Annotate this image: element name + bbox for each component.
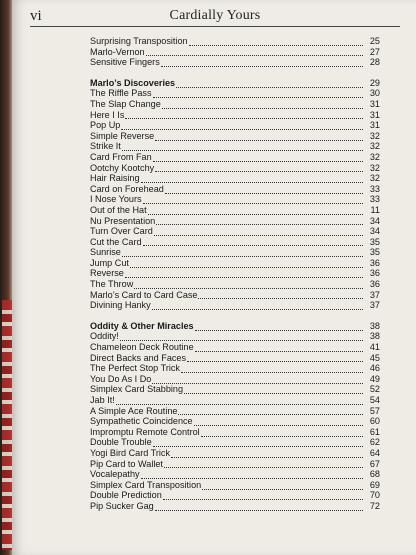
page-ref: 37 — [369, 300, 380, 311]
dot-leader — [141, 470, 363, 479]
dot-leader — [122, 248, 363, 257]
dot-leader — [125, 269, 363, 278]
entry-title: Pip Card to Wallet — [90, 458, 163, 469]
dot-leader — [162, 100, 363, 109]
dot-leader — [198, 290, 363, 299]
entry-title: Chameleon Deck Routine — [90, 342, 194, 353]
toc-entry — [90, 395, 380, 406]
book-page — [12, 0, 416, 555]
page-ref: 52 — [369, 384, 380, 395]
toc-entry — [90, 47, 380, 58]
page-ref: 32 — [369, 162, 380, 173]
toc-entry — [90, 163, 380, 174]
entry-title: Nu Presentation — [90, 215, 156, 226]
entry-title: Hair Raising — [90, 173, 140, 184]
toc-entry — [90, 173, 380, 184]
page-ref: 31 — [369, 98, 380, 109]
page-ref: 25 — [369, 36, 380, 46]
toc-entry — [90, 469, 380, 480]
page-ref: 30 — [369, 88, 380, 99]
page-ref: 54 — [369, 395, 380, 405]
page-ref: 11 — [370, 204, 380, 215]
toc-entry — [90, 490, 380, 501]
entry-title: The Throw — [90, 279, 134, 290]
entry-title: Jab It! — [90, 395, 115, 405]
dot-leader — [141, 174, 363, 183]
dot-leader — [165, 185, 363, 194]
page-ref: 68 — [369, 469, 380, 480]
dot-leader — [130, 259, 363, 268]
dot-leader — [121, 121, 363, 130]
toc-entry — [90, 205, 380, 216]
book-title: Cardially Yours — [169, 8, 261, 23]
page-ref: 35 — [369, 247, 380, 258]
page-ref: 31 — [369, 120, 380, 131]
toc-entry — [90, 194, 380, 205]
page-ref: 38 — [369, 320, 380, 331]
page-ref: 28 — [369, 57, 380, 68]
page-ref: 49 — [369, 373, 380, 384]
dot-leader — [148, 206, 363, 215]
dot-leader — [176, 79, 363, 88]
dot-leader — [146, 47, 363, 56]
entry-title: Simplex Card Stabbing — [90, 384, 184, 395]
dot-leader — [154, 227, 363, 236]
toc-entry — [90, 374, 380, 385]
dot-leader — [202, 481, 363, 490]
toc-entry — [90, 416, 380, 427]
entry-title: The Slap Change — [90, 98, 161, 109]
entry-title: The Perfect Stop Trick — [90, 363, 180, 374]
entry-title: Surprising Transposition — [90, 36, 188, 46]
page-ref: 69 — [369, 479, 380, 490]
dot-leader — [161, 58, 363, 67]
page-ref: 37 — [369, 289, 380, 300]
entry-title: Simple Reverse — [90, 130, 155, 141]
toc-entry — [90, 88, 380, 99]
toc-entry — [90, 427, 380, 438]
dot-leader — [116, 396, 363, 405]
toc-entry — [90, 268, 380, 279]
entry-title: Direct Backs and Faces — [90, 352, 187, 363]
page-ref: 33 — [369, 194, 380, 205]
entry-title: Card on Forehead — [90, 183, 164, 194]
dot-leader — [155, 132, 363, 141]
running-header — [30, 8, 400, 27]
section-title: Oddity & Other Miracles — [90, 320, 194, 331]
dot-leader — [143, 237, 363, 246]
dot-leader — [201, 428, 363, 437]
page-ref: 29 — [369, 77, 380, 88]
entry-title: I Nose Yours — [90, 194, 142, 205]
toc-entry — [90, 110, 380, 121]
toc-entry — [90, 331, 380, 342]
page-ref: 36 — [369, 257, 380, 268]
dot-leader — [120, 332, 363, 341]
toc-entry — [90, 120, 380, 131]
toc-entry — [90, 437, 380, 448]
toc-entry — [90, 216, 380, 227]
entry-title: Ootchy Kootchy — [90, 162, 155, 173]
table-of-contents — [90, 36, 380, 512]
dot-leader — [125, 110, 363, 119]
entry-title: Divining Hanky — [90, 300, 151, 311]
page-ref: 64 — [369, 447, 380, 458]
toc-entry — [90, 141, 380, 152]
entry-title: Turn Over Card — [90, 226, 153, 237]
page-ref: 62 — [369, 437, 380, 448]
dot-leader — [178, 406, 363, 415]
page-ref: 61 — [369, 426, 380, 437]
entry-title: Double Prediction — [90, 490, 162, 501]
entry-title: A Simple Ace Routine — [90, 405, 178, 416]
toc-entry — [90, 131, 380, 142]
entry-title: Marlo-Vernon — [90, 46, 145, 57]
entry-title: Strike It — [90, 141, 121, 152]
toc-entry — [90, 363, 380, 374]
section-title: Marlo’s Discoveries — [90, 77, 176, 88]
page-ref: 67 — [369, 458, 380, 469]
toc-section-heading — [90, 321, 380, 332]
toc-entry — [90, 342, 380, 353]
dot-leader — [153, 438, 363, 447]
entry-title: The Riffle Pass — [90, 88, 152, 99]
dot-leader — [184, 385, 363, 394]
page-ref: 60 — [369, 416, 380, 427]
page-ref: 34 — [369, 226, 380, 237]
page-ref: 34 — [369, 215, 380, 226]
page-ref: 38 — [369, 331, 380, 342]
dot-leader — [152, 301, 363, 310]
page-ref: 36 — [369, 268, 380, 279]
dot-leader — [171, 449, 363, 458]
toc-entry — [90, 353, 380, 364]
toc-entry — [90, 57, 380, 68]
entry-title: Reverse — [90, 268, 124, 279]
toc-entry — [90, 406, 380, 417]
entry-title: Marlo’s Card to Card Case — [90, 289, 198, 300]
entry-title: Double Trouble — [90, 437, 152, 448]
dot-leader — [153, 153, 363, 162]
page-ref: 57 — [369, 405, 380, 416]
entry-title: Out of the Hat — [90, 204, 147, 215]
page-ref: 41 — [369, 342, 380, 353]
dot-leader — [189, 37, 363, 46]
entry-title: Jump Cut — [90, 257, 129, 268]
entry-title: Simplex Card Transposition — [90, 479, 202, 490]
toc-entry — [90, 501, 380, 512]
page-number: vi — [30, 8, 42, 24]
toc-entry — [90, 300, 380, 311]
page-ref: 36 — [369, 279, 380, 290]
dot-leader — [153, 89, 364, 98]
entry-title: Impromptu Remote Control — [90, 426, 200, 437]
page-ref: 46 — [369, 363, 380, 374]
toc-entry — [90, 247, 380, 258]
toc-entry — [90, 459, 380, 470]
page-ref: 72 — [369, 500, 380, 511]
dot-leader — [122, 142, 363, 151]
toc-entry — [90, 237, 380, 248]
dot-leader — [155, 163, 363, 172]
entry-title: You Do As I Do — [90, 373, 152, 384]
toc-entry — [90, 384, 380, 395]
toc-entry — [90, 36, 380, 47]
page-ref: 45 — [369, 352, 380, 363]
entry-title: Card From Fan — [90, 151, 152, 162]
toc-entry — [90, 99, 380, 110]
dot-leader — [155, 502, 363, 511]
dot-leader — [164, 459, 363, 468]
page-ref: 32 — [369, 130, 380, 141]
entry-title: Oddity! — [90, 331, 119, 342]
toc-entry — [90, 279, 380, 290]
entry-title: Pip Sucker Gag — [90, 500, 154, 511]
entry-title: Vocalepathy — [90, 469, 140, 480]
entry-title: Sensitive Fingers — [90, 57, 160, 68]
bookmark-tabs — [2, 300, 12, 550]
dot-leader — [156, 216, 363, 225]
entry-title: Sympathetic Coincidence — [90, 416, 193, 427]
entry-title: Here I Is — [90, 109, 125, 120]
toc-entry — [90, 184, 380, 195]
dot-leader — [134, 280, 363, 289]
page-ref: 32 — [369, 151, 380, 162]
dot-leader — [195, 322, 363, 331]
page-ref: 31 — [369, 109, 380, 120]
toc-entry — [90, 152, 380, 163]
dot-leader — [152, 375, 363, 384]
dot-leader — [187, 353, 363, 362]
page-ref: 32 — [369, 173, 380, 184]
toc-entry — [90, 258, 380, 269]
dot-leader — [194, 417, 363, 426]
toc-entry — [90, 448, 380, 459]
page-ref: 27 — [369, 46, 380, 57]
entry-title: Sunrise — [90, 247, 121, 258]
dot-leader — [195, 343, 363, 352]
dot-leader — [163, 491, 363, 500]
page-ref: 32 — [369, 141, 380, 152]
toc-section-heading — [90, 78, 380, 89]
page-ref: 35 — [369, 236, 380, 247]
toc-entry — [90, 290, 380, 301]
entry-title: Yogi Bird Card Trick — [90, 447, 171, 458]
section-gap — [90, 68, 380, 78]
dot-leader — [143, 195, 363, 204]
page-ref: 33 — [369, 183, 380, 194]
toc-entry — [90, 480, 380, 491]
toc-entry — [90, 226, 380, 237]
entry-title: Pop Up — [90, 120, 121, 131]
page-ref: 70 — [369, 490, 380, 501]
dot-leader — [181, 364, 363, 373]
entry-title: Cut the Card — [90, 236, 142, 247]
section-gap — [90, 311, 380, 321]
